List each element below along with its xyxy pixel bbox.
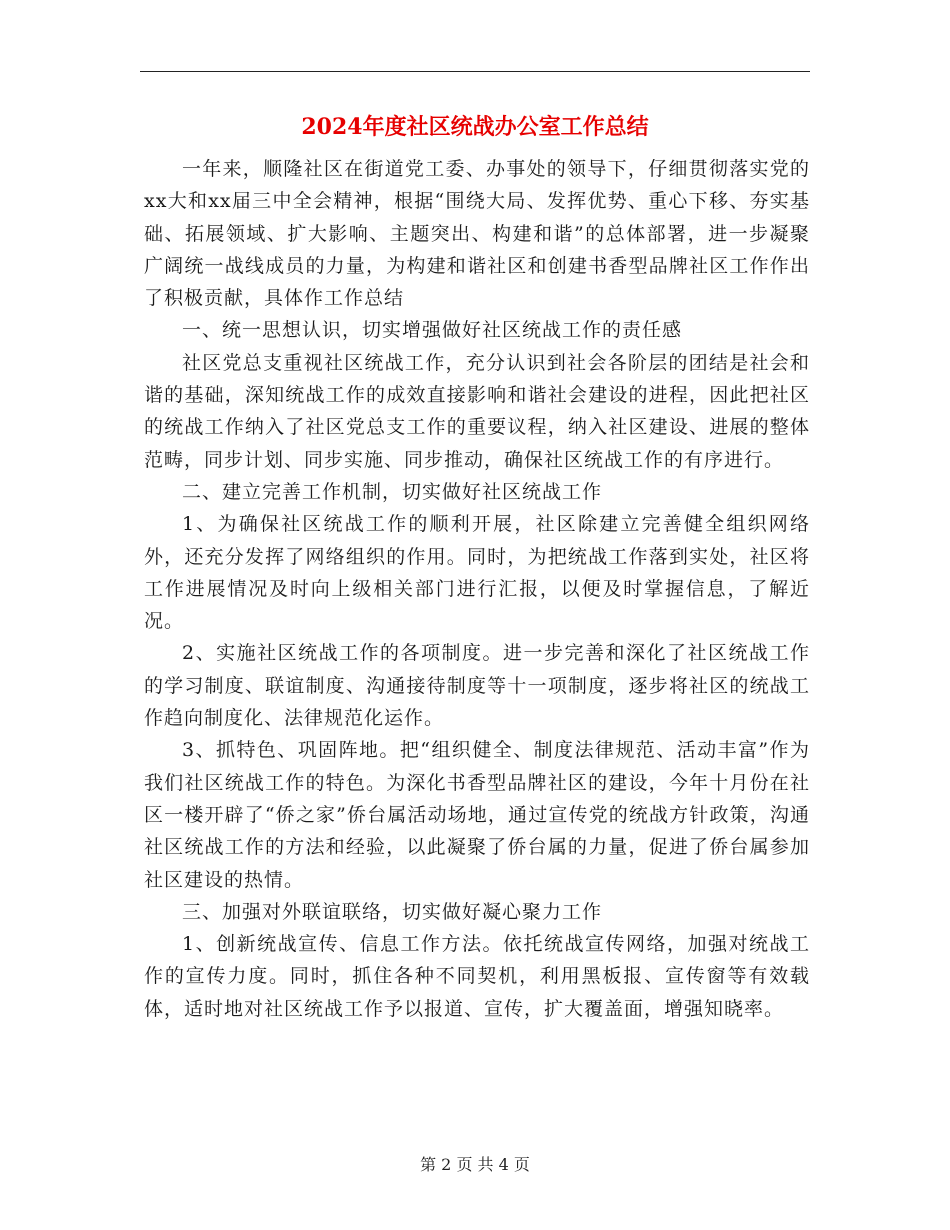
paragraph-section-1: 社区党总支重视社区统战工作，充分认识到社会各阶层的团结是社会和谐的基础，深知统战工作的成效直接影响和谐社会建设的进程，因此把社区的统战工作纳入了社区党总支工作的重要议程，纳入社区建设、进展的整体范畴，同步计划、同步实施、同步推动，确保社区统战工作的有序进行。: [144, 351, 810, 471]
page-number-footer: 第 2 页 共 4 页: [420, 1155, 530, 1174]
paragraph-section-2-item-1: 1、为确保社区统战工作的顺利开展，社区除建立完善健全组织网络外，还充分发挥了网络组织的作用。同时，为把统战工作落到实处，社区将工作进展情况及时向上级相关部门进行汇报，以便及时掌握信息，了解近况。: [144, 513, 810, 633]
section-heading-3: 三、加强对外联谊联络，切实做好凝心聚力工作: [182, 900, 603, 923]
header-rule: [140, 71, 810, 72]
paragraph-section-2-item-2: 2、实施社区统战工作的各项制度。进一步完善和深化了社区统战工作的学习制度、联谊制度、沟通接待制度等十一项制度，逐步将社区的统战工作趋向制度化、法律规范化运作。: [144, 642, 810, 730]
paragraph-intro: 一年来，顺隆社区在街道党工委、办事处的领导下，仔细贯彻落实党的xx大和xx届三中全会精神，根据“围绕大局、发挥优势、重心下移、夯实基础、拓展领域、扩大影响、主题突出、构建和谐”的总体部署，进一步凝聚广阔统一战线成员的力量，为构建和谐社区和创建书香型品牌社区工作作出了积极贡献，具体作工作总结: [144, 158, 810, 310]
section-heading-2: 二、建立完善工作机制，切实做好社区统战工作: [182, 480, 603, 503]
paragraph-section-2-item-3: 3、抓特色、巩固阵地。把“组织健全、制度法律规范、活动丰富”作为我们社区统战工作的特色。为深化书香型品牌社区的建设，今年十月份在社区一楼开辟了“侨之家”侨台属活动场地，通过宣传党的统战方针政策，沟通社区统战工作的方法和经验，以此凝聚了侨台属的力量，促进了侨台属参加社区建设的热情。: [144, 739, 810, 891]
document-body: [144, 153, 810, 1025]
section-heading-1: 一、统一思想认识，切实增强做好社区统战工作的责任感: [182, 319, 683, 342]
paragraph-section-3-item-1: 1、创新统战宣传、信息工作方法。依托统战宣传网络，加强对统战工作的宣传力度。同时，抓住各种不同契机，利用黑板报、宣传窗等有效载体，适时地对社区统战工作予以报道、宣传，扩大覆盖面，增强知晓率。: [144, 933, 810, 1020]
document-title: 2024年度社区统战办公室工作总结: [301, 114, 649, 140]
